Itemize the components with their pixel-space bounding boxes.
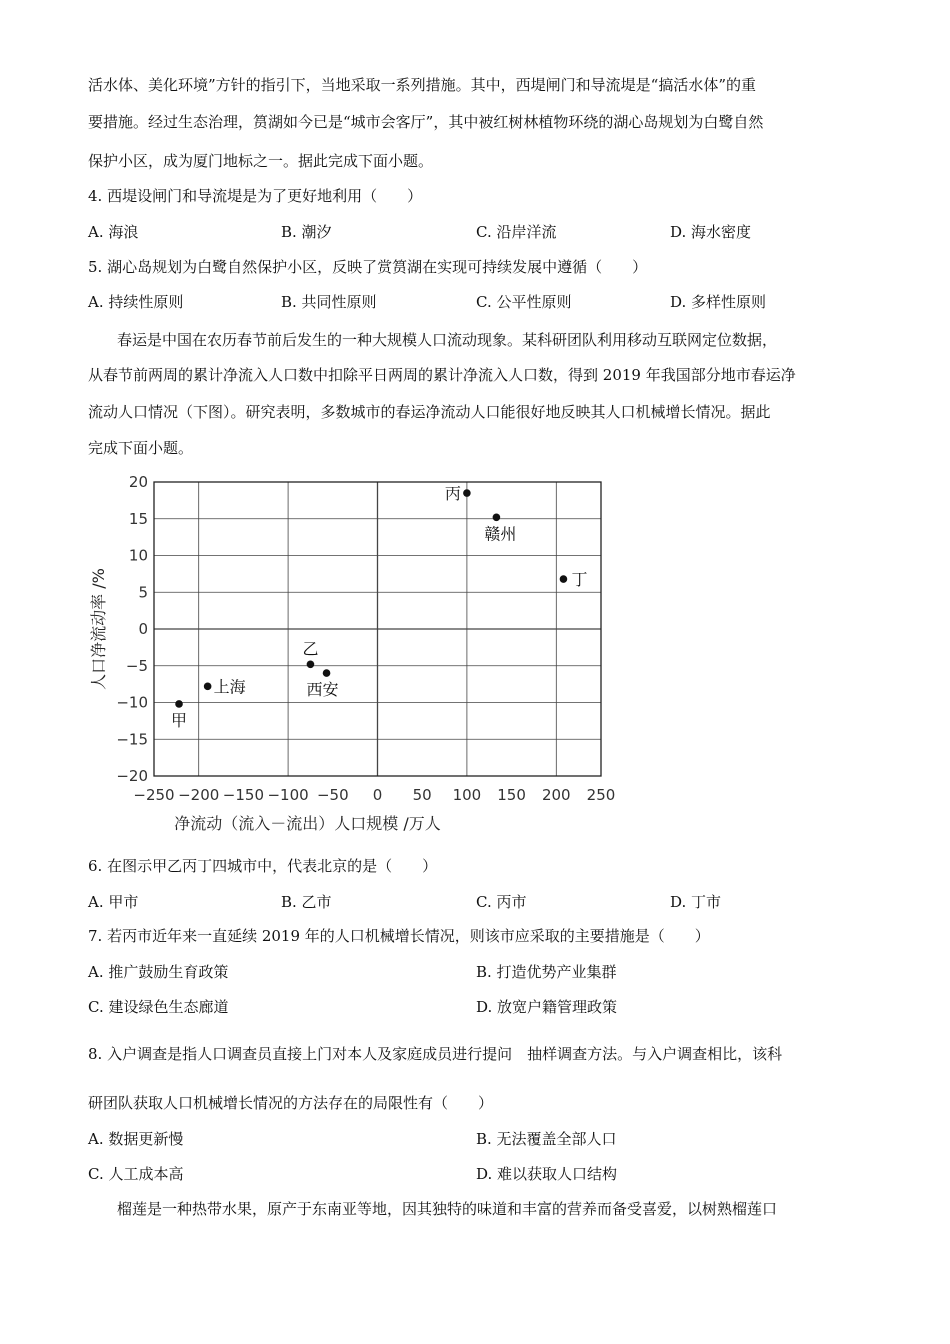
data-point-label: 甲 — [171, 710, 188, 730]
x-tick-label: 100 — [452, 786, 482, 804]
q7-option-c[interactable]: C. 建设绿色生态廊道 — [88, 998, 229, 1016]
y-tick-label: −15 — [116, 730, 148, 749]
question-5-stem: 5. 湖心岛规划为白鹭自然保护小区，反映了赏筼湖在实现可持续发展中遵循（ ） — [88, 258, 648, 276]
q8-option-a[interactable]: A. 数据更新慢 — [88, 1130, 184, 1148]
q4-option-c[interactable]: C. 沿岸洋流 — [476, 223, 557, 241]
q5-option-c[interactable]: C. 公平性原则 — [476, 293, 572, 311]
x-tick-label: 250 — [586, 786, 616, 804]
data-point-label: 赣州 — [484, 524, 517, 544]
data-point-label: 丁 — [571, 570, 588, 590]
data-point — [175, 700, 183, 708]
q8-option-c[interactable]: C. 人工成本高 — [88, 1165, 184, 1183]
x-tick-label: 0 — [372, 786, 383, 804]
data-point — [307, 660, 315, 668]
x-tick-label: −150 — [222, 786, 265, 804]
passage2-line1: 春运是中国在农历春节前后发生的一种大规模人口流动现象。某科研团队利用移动互联网定位数据， — [117, 331, 778, 349]
y-tick-label: 10 — [128, 546, 148, 565]
x-tick-label: −200 — [178, 786, 220, 804]
y-axis-label: 人口净流动率 /% — [89, 568, 108, 690]
y-tick-label: 15 — [128, 509, 148, 528]
question-7-stem: 7. 若丙市近年来一直延续 2019 年的人口机械增长情况，则该市应采取的主要措施是（ ） — [88, 927, 710, 945]
passage1-line2: 要措施。经过生态治理，筼湖如今已是“城市会客厅”，其中被红树林植物环绕的湖心岛规划为白鹭自然 — [88, 113, 764, 131]
question-8-stem-line1: 8. 入户调查是指人口调查员直接上门对本人及家庭成员进行提问 抽样调查方法。与入户调查相比，该科 — [88, 1045, 783, 1063]
q8-option-b[interactable]: B. 无法覆盖全部人口 — [476, 1130, 617, 1148]
y-tick-label: −5 — [125, 656, 148, 675]
q5-option-b[interactable]: B. 共同性原则 — [281, 293, 377, 311]
q7-option-b[interactable]: B. 打造优势产业集群 — [476, 963, 617, 981]
data-point — [463, 489, 471, 497]
q8-option-d[interactable]: D. 难以获取人口结构 — [476, 1165, 618, 1183]
question-6-stem: 6. 在图示甲乙丙丁四城市中，代表北京的是（ ） — [88, 857, 438, 875]
y-tick-label: −20 — [116, 767, 148, 785]
y-tick-label: −10 — [116, 693, 148, 712]
q7-option-d[interactable]: D. 放宽户籍管理政策 — [476, 998, 618, 1016]
data-point-label: 乙 — [302, 639, 319, 659]
data-point-label: 西安 — [306, 680, 339, 700]
x-tick-label: 50 — [412, 786, 432, 804]
x-tick-label: 150 — [497, 786, 526, 804]
data-point — [323, 669, 331, 677]
data-point-label: 上海 — [213, 677, 246, 697]
q5-option-a[interactable]: A. 持续性原则 — [88, 293, 184, 311]
y-tick-label: 0 — [138, 620, 148, 638]
x-axis-label: 净流动（流入－流出）人口规模 /万人 — [174, 814, 441, 833]
q6-option-d[interactable]: D. 丁市 — [670, 893, 722, 911]
q5-option-d[interactable]: D. 多样性原则 — [670, 293, 767, 311]
data-point — [204, 683, 212, 691]
question-8-stem-line2: 研团队获取人口机械增长情况的方法存在的局限性有（ ） — [88, 1094, 494, 1112]
q6-option-b[interactable]: B. 乙市 — [281, 893, 332, 911]
x-tick-label: −100 — [267, 786, 309, 804]
question-4-stem: 4. 西堤设闸门和导流堤是为了更好地利用（ ） — [88, 187, 423, 205]
q4-option-a[interactable]: A. 海浪 — [88, 223, 139, 241]
x-tick-label: −50 — [316, 786, 349, 804]
q7-option-a[interactable]: A. 推广鼓励生育政策 — [88, 963, 229, 981]
x-tick-label: 200 — [541, 786, 571, 804]
passage3-line1: 榴莲是一种热带水果，原产于东南亚等地，因其独特的味道和丰富的营养而备受喜爱，以树熟榴莲口 — [117, 1200, 778, 1218]
q6-option-c[interactable]: C. 丙市 — [476, 893, 527, 911]
y-tick-label: 5 — [138, 583, 148, 602]
scatter-chart — [80, 468, 680, 838]
passage2-line2: 从春节前两周的累计净流入人口数中扣除平日两周的累计净流入人口数，得到 2019 年我国部分地市春运净 — [88, 366, 796, 384]
data-point — [493, 513, 501, 521]
passage2-line4: 完成下面小题。 — [88, 439, 194, 457]
passage1-line3: 保护小区，成为厦门地标之一。据此完成下面小题。 — [88, 152, 434, 170]
q4-option-b[interactable]: B. 潮汐 — [281, 223, 332, 241]
x-tick-label: −250 — [133, 786, 175, 804]
y-tick-label: 20 — [128, 473, 148, 491]
data-point — [560, 575, 568, 583]
q6-option-a[interactable]: A. 甲市 — [88, 893, 139, 911]
passage1-line1: 活水体、美化环境”方针的指引下，当地采取一系列措施。其中，西堤闸门和导流堤是“搞活水体”的重 — [88, 76, 757, 94]
data-point-label: 丙 — [444, 484, 461, 504]
q4-option-d[interactable]: D. 海水密度 — [670, 223, 752, 241]
passage2-line3: 流动人口情况（下图）。研究表明，多数城市的春运净流动人口能很好地反映其人口机械增长情况。据此 — [88, 403, 771, 421]
